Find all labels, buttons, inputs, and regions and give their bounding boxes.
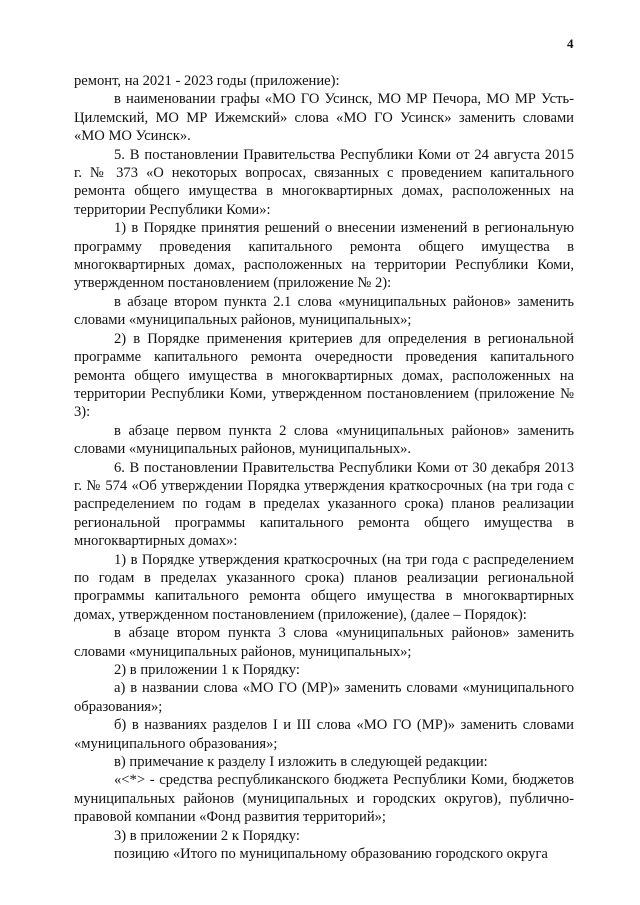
page-number: 4	[567, 36, 574, 51]
paragraph: в абзаце втором пункта 3 слова «муниципальных районов» заменить словами «муниципальных районов, муниципальных»;	[74, 625, 574, 660]
paragraph: 2) в Порядке применения критериев для определения в региональной программе капитального ремонта очередности проведения капитального ремонта общего имущества в многоквартирных домах, расположенных на территории Республики Коми, утвержденном постановлением (приложение № 3):	[74, 330, 574, 421]
paragraph: б) в названиях разделов I и III слова «МО ГО (МР)» заменить словами «муниципального образования»;	[74, 717, 574, 752]
paragraph: 5. В постановлении Правительства Республики Коми от 24 августа 2015 г. № 373 «О некоторых вопросах, связанных с проведением капитального ремонта общего имущества в многоквартирных домах, расположенных на территории Республики Коми»:	[74, 146, 574, 218]
paragraph: в абзаце первом пункта 2 слова «муниципальных районов» заменить словами «муниципальных районов, муниципальных».	[74, 422, 574, 458]
paragraph: позицию «Итого по муниципальному образованию городского округа	[114, 846, 548, 863]
paragraph: 2) в приложении 1 к Порядку:	[114, 662, 300, 678]
paragraph: 6. В постановлении Правительства Республики Коми от 30 декабря 2013 г. № 574 «Об утверждении Порядка утверждения краткосрочных (на три года с распределением по годам в пределах указанного срока) планов реализации региональной программы капитального ремонта общего имущества в многоквартирных домах»:	[74, 459, 574, 550]
paragraph: в) примечание к разделу I изложить в следующей редакции:	[114, 754, 488, 771]
paragraph: ремонт, на 2021 - 2023 годы (приложение):	[74, 73, 340, 89]
paragraph: а) в названии слова «МО ГО (МР)» заменить словами «муниципального образования»;	[74, 680, 574, 715]
paragraph: в наименовании графы «МО ГО Усинск, МО МР Печора, МО МР Усть-Цилемский, МО МР Ижемский» слова «МО ГО Усинск» заменить словами «МО МО Усинск».	[74, 91, 574, 145]
paragraph: 1) в Порядке принятия решений о внесении изменений в региональную программу проведения капитального ремонта общего имущества в многоквартирных домах, расположенных на территории Республики Коми, утвержденном постановлением (приложение № 2):	[74, 220, 574, 292]
paragraph: в абзаце втором пункта 2.1 слова «муниципальных районов» заменить словами «муниципальных районов, муниципальных»;	[74, 293, 574, 329]
document-body	[74, 72, 574, 863]
paragraph: 1) в Порядке утверждения краткосрочных (на три года с распределением по годам в пределах указанного срока) планов реализации региональной программы капитального ремонта общего имущества в многоквартирных домах, утвержденном постановлением (приложение), (далее – Порядок):	[74, 551, 574, 623]
paragraph: 3) в приложении 2 к Порядку:	[114, 827, 300, 844]
paragraph: «<*> - средства республиканского бюджета Республики Коми, бюджетов муниципальных районов (муниципальных и городских округов), публично-правовой компании «Фонд развития территорий»;	[74, 772, 574, 826]
